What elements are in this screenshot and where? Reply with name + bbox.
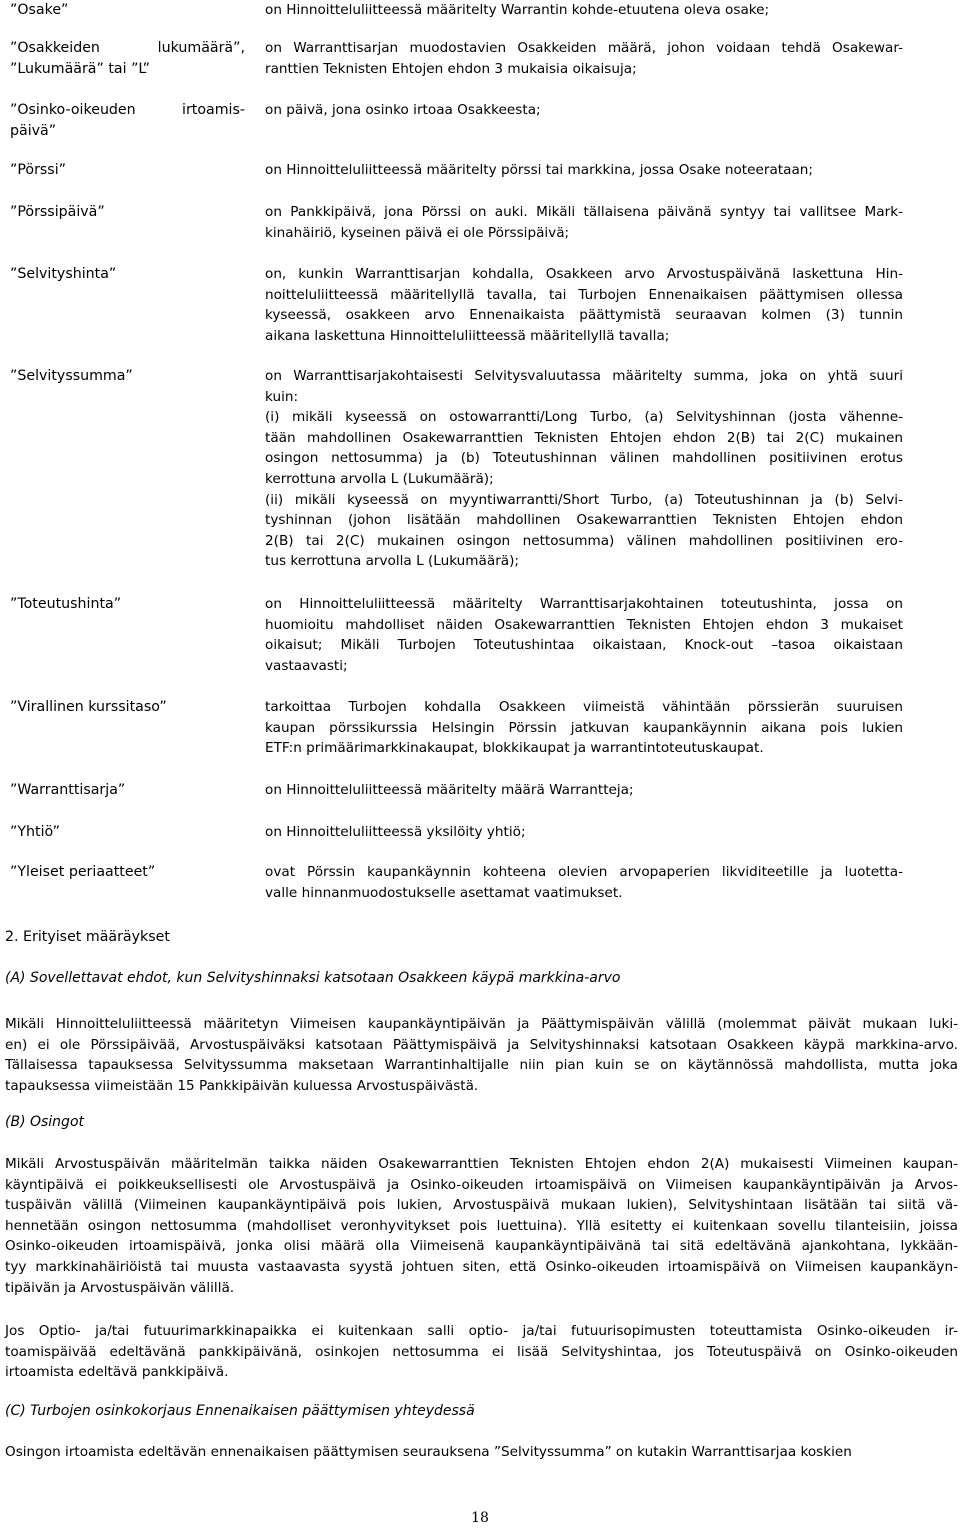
description-line: on Warranttisarjakohtaisesti Selvitysvaluutassa määritelty summa, joka on yhtä suuri	[265, 368, 903, 384]
definition-description	[265, 264, 903, 346]
description-line: on Hinnoitteluliitteessä määritelty määrä Warrantteja;	[265, 782, 634, 798]
description-line: kinahäiriö, kyseinen päivä ei ole Pörssipäivä;	[265, 224, 570, 241]
term-line: ”Selvityshinta”	[10, 266, 117, 282]
definition-description	[265, 0, 903, 21]
description-line: kerrottuna arvolla L (Lukumäärä);	[265, 470, 494, 487]
paragraph-line: tuspäivän välillä (Viimeinen kaupankäyntipäivä pois lukien, Arvostuspäivä mukaan lukien), Selvityshintaan lisätään tai siitä vä-	[5, 1197, 958, 1214]
definition-term	[10, 697, 245, 718]
term-line: ”Yhtiö”	[10, 824, 61, 840]
description-line: on Pankkipäivä, jona Pörssi on auki. Mikäli tällaisena päivänä syntyy tai vallitsee Mark-	[265, 204, 903, 220]
description-line: tyshinnan (johon lisätään mahdollinen Osakewarranttien Teknisten Ehtojen ehdon	[265, 512, 903, 529]
paragraph-line: Osingon irtoamista edeltävän ennenaikaisen päättymisen seurauksena ”Selvityssumma” on kutakin Warranttisarjaa koskien	[5, 1444, 852, 1460]
term-line: ”Lukumäärä” tai ”L”	[10, 60, 150, 77]
paragraph-line: tyy markkinahäiriöistä tai muusta vastaavasta syystä johtuen siten, että Osinko-oikeuden irtoamispäivä on Viimeisen kaupankäyn-	[5, 1258, 958, 1275]
description-line: on Hinnoitteluliitteessä yksilöity yhtiö;	[265, 824, 526, 840]
description-line: on Hinnoitteluliitteessä määritelty Warranttisarjakohtainen toteutushinta, jossa on	[265, 596, 903, 612]
subsection-b-title: (B) Osingot	[5, 1114, 84, 1130]
paragraph-line: Jos Optio- ja/tai futuurimarkkinapaikka ei kuitenkaan salli optio- ja/tai futuurisopimusten toteuttamista Osinko-oikeuden ir-	[5, 1323, 958, 1339]
paragraph-line: tipäivän ja Arvostuspäivän välillä.	[5, 1279, 235, 1296]
definition-description	[265, 822, 903, 843]
definition-term	[10, 264, 245, 285]
definition-term	[10, 38, 245, 79]
description-line: ranttien Teknisten Ehtojen ehdon 3 mukaisia oikaisuja;	[265, 60, 637, 77]
description-line: noitteluliitteessä määritellyllä tavalla, tai Turbojen Ennenaikaisen päättymisen ollessa	[265, 286, 903, 303]
description-line: tarkoittaa Turbojen kohdalla Osakkeen viimeistä vähintään pörssierän suuruisen	[265, 699, 903, 715]
definition-description	[265, 594, 903, 676]
paragraph-line: tapauksessa viimeistään 15 Pankkipäivän kuluessa Arvostuspäivästä.	[5, 1077, 479, 1094]
description-line: 2(B) tai 2(C) mukainen osingon nettosumma) välinen mahdollinen positiivinen ero-	[265, 532, 903, 549]
term-line: ”Pörssipäivä”	[10, 204, 105, 220]
term-line: ”Osake”	[10, 2, 69, 18]
description-line: huomioitu mahdolliset näiden Osakewarranttien Teknisten Ehtojen ehdon 3 mukaiset	[265, 616, 903, 633]
subsection-a-paragraph-1	[5, 1014, 958, 1096]
term-line: ”Pörssi”	[10, 162, 66, 178]
definition-description	[265, 366, 903, 572]
description-line: on, kunkin Warranttisarjan kohdalla, Osakkeen arvo Arvostuspäivänä laskettuna Hin-	[265, 266, 903, 282]
description-line: tään mahdollinen Osakewarranttien Teknisten Ehtojen ehdon 2(B) tai 2(C) mukainen	[265, 429, 903, 446]
term-line: ”Osakkeiden lukumäärä”,	[10, 40, 245, 56]
description-line: osingon nettosumma) ja (b) Toteutushinnan välinen mahdollinen positiivinen erotus	[265, 450, 903, 467]
description-line: kyseessä, osakkeen arvo Ennenaikaista päättymistä seuraavan kolmen (3) tunnin	[265, 307, 903, 324]
term-line: ”Yleiset periaatteet”	[10, 864, 156, 880]
description-line: on Hinnoitteluliitteessä määritelty pörssi tai markkina, jossa Osake noteerataan;	[265, 162, 813, 178]
description-line: on Warranttisarjan muodostavien Osakkeiden määrä, johon voidaan tehdä Osakewar-	[265, 40, 903, 56]
definition-description	[265, 38, 903, 79]
definition-term	[10, 822, 245, 843]
subsection-c-paragraph-1	[5, 1442, 958, 1463]
definition-term	[10, 594, 245, 615]
paragraph-line: Tällaisessa tapauksessa Selvityssumma maksetaan Warrantinhaltijalle niin pian kuin se on käytännössä mahdollista, mutta joka	[5, 1057, 958, 1074]
definition-description	[265, 697, 903, 759]
definition-description	[265, 100, 903, 121]
description-line: vastaavasti;	[265, 657, 348, 674]
definition-term	[10, 366, 245, 387]
description-line: (ii) mikäli kyseessä on myyntiwarrantti/Short Turbo, (a) Toteutushinnan ja (b) Selvi-	[265, 491, 903, 508]
description-line: kaupan pörssikurssia Helsingin Pörssin jatkuvan kaupankäynnin aikana pois lukien	[265, 719, 903, 736]
subsection-b-paragraph-1	[5, 1154, 958, 1298]
description-line: ovat Pörssin kaupankäynnin kohteena olevien arvopaperien likviditeetille ja luotetta-	[265, 864, 903, 880]
term-line: ”Selvityssumma”	[10, 368, 133, 384]
section-heading: 2. Erityiset määräykset	[5, 929, 170, 945]
term-line: ”Virallinen kurssitaso”	[10, 699, 167, 715]
description-line: tus kerrottuna arvolla L (Lukumäärä);	[265, 553, 520, 570]
term-line: ”Osinko-oikeuden irtoamis-	[10, 102, 245, 118]
definition-description	[265, 202, 903, 243]
description-line: oikaisut; Mikäli Turbojen Toteutushintaa oikaistaan, Knock-out –tasoa oikaistaan	[265, 637, 903, 654]
subsection-a-title: (A) Sovellettavat ehdot, kun Selvityshinnaksi katsotaan Osakkeen käypä markkina-arvo	[5, 970, 621, 986]
term-line: päivä”	[10, 122, 57, 139]
description-line: on Hinnoitteluliitteessä määritelty Warrantin kohde-etuutena oleva osake;	[265, 2, 770, 18]
paragraph-line: Mikäli Hinnoitteluliitteessä määritetyn Viimeisen kaupankäyntipäivän ja Päättymispäivän välillä (molemmat päivät mukaan luki-	[5, 1016, 958, 1032]
definition-term	[10, 862, 245, 883]
paragraph-line: Osinko-oikeuden irtoamispäivä, jonka olisi määrä olla Viimeisenä kaupankäyntipäivänä tai sitä edeltävänä ajankohtana, lykkään-	[5, 1238, 958, 1255]
definition-term	[10, 780, 245, 801]
paragraph-line: käyntipäivä ei poikkeuksellisesti ole Arvostuspäivä ja Osinko-oikeuden irtoamispäivä on Viimeisen kaupankäyntipäivän ja Arvos-	[5, 1176, 958, 1193]
description-line: (i) mikäli kyseessä on ostowarrantti/Long Turbo, (a) Selvityshinnan (josta vähenne-	[265, 409, 903, 426]
definition-term	[10, 100, 245, 141]
description-line: aikana laskettuna Hinnoitteluliitteessä määritellyllä tavalla;	[265, 327, 670, 344]
definition-description	[265, 862, 903, 903]
definition-description	[265, 780, 903, 801]
term-line: ”Warranttisarja”	[10, 782, 126, 798]
paragraph-line: irtoamista edeltävä pankkipäivä.	[5, 1364, 229, 1381]
paragraph-line: Mikäli Arvostuspäivän määritelmän taikka näiden Osakewarranttien Teknisten Ehtojen ehdon 2(A) mukaisesti Viimeinen kaupan-	[5, 1156, 958, 1172]
description-line: on päivä, jona osinko irtoaa Osakkeesta;	[265, 102, 541, 118]
definition-term	[10, 202, 245, 223]
description-line: valle hinnanmuodostukselle asettamat vaatimukset.	[265, 884, 623, 901]
paragraph-line: toamispäivää edeltävänä pankkipäivänä, osinkojen nettosumma ei lisää Selvityshintaa, jos Toteutuspäivä on Osinko-oikeuden	[5, 1343, 958, 1360]
subsection-c-title: (C) Turbojen osinkokorjaus Ennenaikaisen päättymisen yhteydessä	[5, 1403, 475, 1419]
description-line: kuin:	[265, 388, 299, 405]
paragraph-line: hennetään osingon nettosumma (mahdolliset veronhyvitykset pois luettuina). Yllä esitetty ei kuitenkaan sovellu tilanteisiin, joissa	[5, 1217, 958, 1234]
definition-description	[265, 160, 903, 181]
description-line: ETF:n primäärimarkkinakaupat, blokkikaupat ja warrantintoteutuskaupat.	[265, 740, 764, 757]
paragraph-line: en) ei ole Pörssipäivää, Arvostuspäiväksi katsotaan Päättymispäivä ja Selvityshinnaksi katsotaan Osakkeen käypä markkina-arvo.	[5, 1036, 958, 1053]
page-number: 18	[471, 1510, 489, 1526]
subsection-b-paragraph-2	[5, 1321, 958, 1383]
definition-term	[10, 0, 245, 21]
definition-term	[10, 160, 245, 181]
term-line: ”Toteutushinta”	[10, 596, 122, 612]
